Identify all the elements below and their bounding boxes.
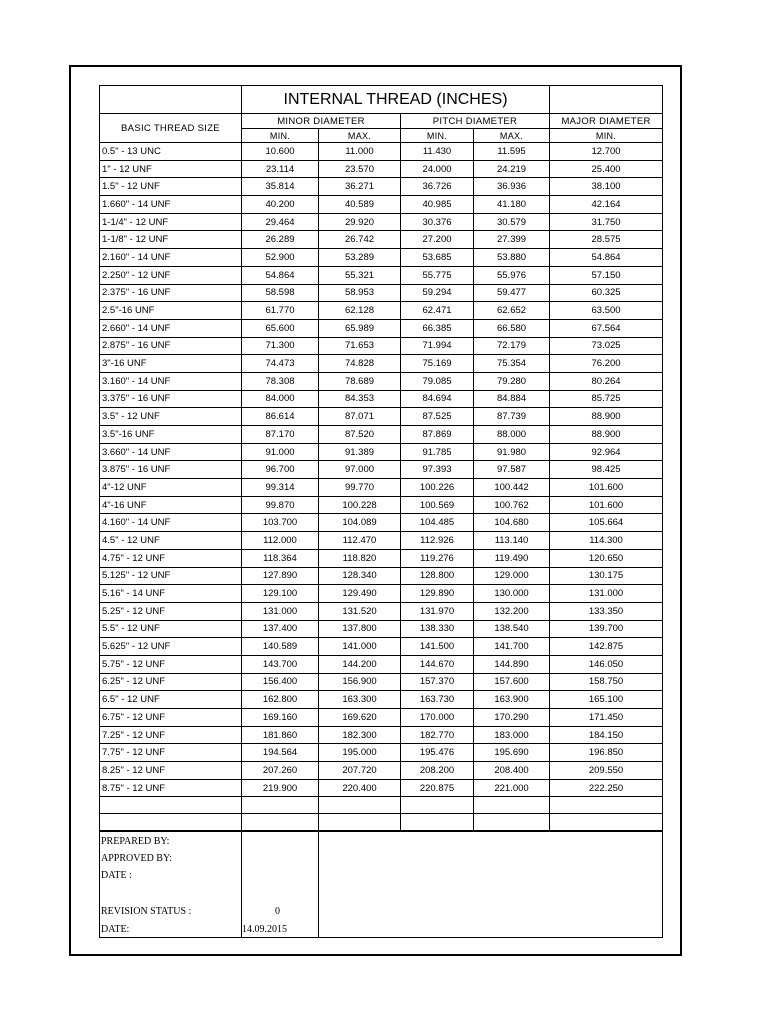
- value-cell: 184.150: [550, 726, 663, 744]
- value-cell: 40.200: [242, 196, 319, 214]
- value-cell: 36.936: [474, 178, 550, 196]
- approved-by-label: APPROVED BY:: [101, 853, 173, 864]
- thread-size-cell: 2.875" - 16 UNF: [100, 337, 242, 355]
- minor-diameter-header: MINOR DIAMETER: [242, 114, 401, 129]
- blank-cell: [401, 797, 474, 814]
- value-cell: 26.742: [319, 231, 401, 249]
- value-cell: 54.864: [242, 266, 319, 284]
- value-cell: 78.308: [242, 372, 319, 390]
- value-cell: 72.179: [474, 337, 550, 355]
- value-cell: 62.652: [474, 302, 550, 320]
- value-cell: 75.354: [474, 355, 550, 373]
- thread-size-cell: 0.5" - 13 UNC: [100, 143, 242, 161]
- value-cell: 87.525: [401, 408, 474, 426]
- thread-size-cell: 3.875" - 16 UNF: [100, 461, 242, 479]
- table-row: [100, 372, 663, 390]
- value-cell: 59.294: [401, 284, 474, 302]
- thread-size-cell: 6.75" - 12 UNF: [100, 709, 242, 727]
- value-cell: 88.900: [550, 426, 663, 444]
- value-cell: 129.890: [401, 585, 474, 603]
- value-cell: 221.000: [474, 779, 550, 797]
- thread-size-cell: 2.5"-16 UNF: [100, 302, 242, 320]
- value-cell: 144.200: [319, 655, 401, 673]
- value-cell: 157.370: [401, 673, 474, 691]
- minor-max-header: MAX.: [319, 129, 401, 143]
- thread-size-cell: 2.160" - 14 UNF: [100, 249, 242, 267]
- thread-size-cell: 1.5" - 12 UNF: [100, 178, 242, 196]
- value-cell: 146.050: [550, 655, 663, 673]
- value-cell: 208.400: [474, 762, 550, 780]
- table-row: [100, 443, 663, 461]
- value-cell: 129.490: [319, 585, 401, 603]
- value-cell: 99.870: [242, 496, 319, 514]
- value-cell: 66.580: [474, 319, 550, 337]
- blank-cell: [401, 814, 474, 831]
- blank-cell: [242, 814, 319, 831]
- value-cell: 53.289: [319, 249, 401, 267]
- blank-cell: [474, 814, 550, 831]
- value-cell: 78.689: [319, 372, 401, 390]
- value-cell: 171.450: [550, 709, 663, 727]
- date2-label: DATE:: [101, 924, 130, 935]
- value-cell: 156.400: [242, 673, 319, 691]
- value-cell: 207.720: [319, 762, 401, 780]
- value-cell: 158.750: [550, 673, 663, 691]
- value-cell: 24.219: [474, 160, 550, 178]
- table-row: [100, 337, 663, 355]
- value-cell: 58.598: [242, 284, 319, 302]
- value-cell: 35.814: [242, 178, 319, 196]
- thread-size-cell: 2.375" - 16 UNF: [100, 284, 242, 302]
- value-cell: 195.000: [319, 744, 401, 762]
- value-cell: 62.128: [319, 302, 401, 320]
- thread-size-cell: 4.5" - 12 UNF: [100, 532, 242, 550]
- thread-table: [99, 85, 663, 831]
- value-cell: 63.500: [550, 302, 663, 320]
- value-cell: 80.264: [550, 372, 663, 390]
- value-cell: 130.175: [550, 567, 663, 585]
- value-cell: 131.520: [319, 602, 401, 620]
- pitch-min-header: MIN.: [401, 129, 474, 143]
- table-row: [100, 426, 663, 444]
- value-cell: 85.725: [550, 390, 663, 408]
- value-cell: 144.670: [401, 655, 474, 673]
- value-cell: 170.000: [401, 709, 474, 727]
- value-cell: 104.485: [401, 514, 474, 532]
- value-cell: 84.353: [319, 390, 401, 408]
- blank-cell: [474, 797, 550, 814]
- value-cell: 101.600: [550, 496, 663, 514]
- table-row: [100, 673, 663, 691]
- value-cell: 25.400: [550, 160, 663, 178]
- table-row: [100, 143, 663, 161]
- date-label: DATE :: [101, 870, 132, 881]
- value-cell: 41.180: [474, 196, 550, 214]
- value-cell: 59.477: [474, 284, 550, 302]
- signoff-values-cell: [242, 832, 319, 938]
- value-cell: 183.000: [474, 726, 550, 744]
- value-cell: 84.694: [401, 390, 474, 408]
- value-cell: 131.970: [401, 602, 474, 620]
- value-cell: 144.890: [474, 655, 550, 673]
- value-cell: 96.700: [242, 461, 319, 479]
- table-row: [100, 709, 663, 727]
- table-row: [100, 319, 663, 337]
- value-cell: 54.864: [550, 249, 663, 267]
- value-cell: 162.800: [242, 691, 319, 709]
- value-cell: 11.595: [474, 143, 550, 161]
- thread-size-cell: 5.125" - 12 UNF: [100, 567, 242, 585]
- value-cell: 220.400: [319, 779, 401, 797]
- value-cell: 53.685: [401, 249, 474, 267]
- value-cell: 66.385: [401, 319, 474, 337]
- value-cell: 11.000: [319, 143, 401, 161]
- value-cell: 87.170: [242, 426, 319, 444]
- thread-size-cell: 7.75" - 12 UNF: [100, 744, 242, 762]
- table-row: [100, 249, 663, 267]
- table-row: [100, 655, 663, 673]
- value-cell: 100.228: [319, 496, 401, 514]
- table-row: [100, 231, 663, 249]
- value-cell: 195.476: [401, 744, 474, 762]
- table-row: [100, 408, 663, 426]
- table-row: [100, 602, 663, 620]
- value-cell: 55.321: [319, 266, 401, 284]
- value-cell: 207.260: [242, 762, 319, 780]
- value-cell: 87.739: [474, 408, 550, 426]
- table-row: [100, 196, 663, 214]
- value-cell: 75.169: [401, 355, 474, 373]
- table-row: [100, 726, 663, 744]
- value-cell: 76.200: [550, 355, 663, 373]
- table-title: INTERNAL THREAD (INCHES): [242, 86, 550, 114]
- value-cell: 57.150: [550, 266, 663, 284]
- value-cell: 23.570: [319, 160, 401, 178]
- value-cell: 114.300: [550, 532, 663, 550]
- thread-size-cell: 3.375" - 16 UNF: [100, 390, 242, 408]
- thread-size-cell: 3"-16 UNF: [100, 355, 242, 373]
- value-cell: 138.330: [401, 620, 474, 638]
- signoff-block: [99, 831, 663, 938]
- value-cell: 163.730: [401, 691, 474, 709]
- value-cell: 157.600: [474, 673, 550, 691]
- value-cell: 55.775: [401, 266, 474, 284]
- value-cell: 10.600: [242, 143, 319, 161]
- value-cell: 163.900: [474, 691, 550, 709]
- value-cell: 133.350: [550, 602, 663, 620]
- value-cell: 31.750: [550, 213, 663, 231]
- blank-cell: [100, 814, 242, 831]
- revision-status-label: REVISION STATUS :: [101, 906, 192, 917]
- value-cell: 84.000: [242, 390, 319, 408]
- value-cell: 209.550: [550, 762, 663, 780]
- table-row: [100, 178, 663, 196]
- thread-size-cell: 4.75" - 12 UNF: [100, 549, 242, 567]
- blank-cell: [319, 797, 401, 814]
- table-row: [100, 213, 663, 231]
- value-cell: 100.762: [474, 496, 550, 514]
- table-row: [100, 160, 663, 178]
- value-cell: 170.290: [474, 709, 550, 727]
- table-row: [100, 496, 663, 514]
- value-cell: 23.114: [242, 160, 319, 178]
- value-cell: 92.964: [550, 443, 663, 461]
- value-cell: 137.800: [319, 620, 401, 638]
- value-cell: 91.980: [474, 443, 550, 461]
- value-cell: 29.920: [319, 213, 401, 231]
- value-cell: 79.280: [474, 372, 550, 390]
- value-cell: 91.785: [401, 443, 474, 461]
- table-row: [100, 355, 663, 373]
- thread-size-cell: 1-1/8" - 12 UNF: [100, 231, 242, 249]
- value-cell: 113.140: [474, 532, 550, 550]
- value-cell: 73.025: [550, 337, 663, 355]
- value-cell: 40.589: [319, 196, 401, 214]
- value-cell: 182.770: [401, 726, 474, 744]
- value-cell: 112.470: [319, 532, 401, 550]
- value-cell: 139.700: [550, 620, 663, 638]
- value-cell: 40.985: [401, 196, 474, 214]
- value-cell: 53.880: [474, 249, 550, 267]
- value-cell: 91.389: [319, 443, 401, 461]
- thread-size-cell: 3.160" - 14 UNF: [100, 372, 242, 390]
- value-cell: 104.680: [474, 514, 550, 532]
- thread-size-cell: 1-1/4" - 12 UNF: [100, 213, 242, 231]
- thread-size-cell: 5.75" - 12 UNF: [100, 655, 242, 673]
- value-cell: 55.976: [474, 266, 550, 284]
- signoff-signature-cell: [319, 832, 663, 938]
- value-cell: 118.364: [242, 549, 319, 567]
- date2-value: 14.09.2015: [242, 924, 287, 935]
- thread-size-cell: 5.5" - 12 UNF: [100, 620, 242, 638]
- value-cell: 84.884: [474, 390, 550, 408]
- thread-size-cell: 3.5"-16 UNF: [100, 426, 242, 444]
- table-row: [100, 585, 663, 603]
- value-cell: 112.000: [242, 532, 319, 550]
- pitch-max-header: MAX.: [474, 129, 550, 143]
- table-row: [100, 284, 663, 302]
- table-row: [100, 762, 663, 780]
- value-cell: 100.442: [474, 479, 550, 497]
- value-cell: 163.300: [319, 691, 401, 709]
- value-cell: 165.100: [550, 691, 663, 709]
- value-cell: 119.490: [474, 549, 550, 567]
- pitch-diameter-header: PITCH DIAMETER: [401, 114, 550, 129]
- value-cell: 103.700: [242, 514, 319, 532]
- blank-cell: [550, 814, 663, 831]
- thread-size-cell: 1.660" - 14 UNF: [100, 196, 242, 214]
- value-cell: 74.473: [242, 355, 319, 373]
- value-cell: 65.600: [242, 319, 319, 337]
- value-cell: 105.664: [550, 514, 663, 532]
- value-cell: 129.000: [474, 567, 550, 585]
- value-cell: 143.700: [242, 655, 319, 673]
- thread-size-cell: 4.160" - 14 UNF: [100, 514, 242, 532]
- thread-size-cell: 5.625" - 12 UNF: [100, 638, 242, 656]
- value-cell: 128.800: [401, 567, 474, 585]
- value-cell: 182.300: [319, 726, 401, 744]
- table-row: [100, 532, 663, 550]
- value-cell: 99.314: [242, 479, 319, 497]
- value-cell: 97.000: [319, 461, 401, 479]
- prepared-by-label: PREPARED BY:: [101, 836, 170, 847]
- value-cell: 220.875: [401, 779, 474, 797]
- value-cell: 79.085: [401, 372, 474, 390]
- thread-size-cell: 2.250" - 12 UNF: [100, 266, 242, 284]
- value-cell: 27.399: [474, 231, 550, 249]
- value-cell: 128.340: [319, 567, 401, 585]
- signoff-labels-cell: [100, 832, 242, 938]
- thread-size-cell: 4"-16 UNF: [100, 496, 242, 514]
- value-cell: 219.900: [242, 779, 319, 797]
- value-cell: 42.164: [550, 196, 663, 214]
- value-cell: 130.000: [474, 585, 550, 603]
- value-cell: 169.160: [242, 709, 319, 727]
- value-cell: 30.579: [474, 213, 550, 231]
- value-cell: 132.200: [474, 602, 550, 620]
- thread-size-cell: 4"-12 UNF: [100, 479, 242, 497]
- thread-size-cell: 1" - 12 UNF: [100, 160, 242, 178]
- table-row: [100, 620, 663, 638]
- value-cell: 104.089: [319, 514, 401, 532]
- value-cell: 26.289: [242, 231, 319, 249]
- value-cell: 36.726: [401, 178, 474, 196]
- table-row: [100, 302, 663, 320]
- value-cell: 129.100: [242, 585, 319, 603]
- value-cell: 12.700: [550, 143, 663, 161]
- blank-row: [100, 797, 663, 814]
- thread-size-cell: 5.25" - 12 UNF: [100, 602, 242, 620]
- table-row: [100, 266, 663, 284]
- table-row: [100, 567, 663, 585]
- value-cell: 141.000: [319, 638, 401, 656]
- value-cell: 29.464: [242, 213, 319, 231]
- revision-status-value: 0: [275, 906, 280, 917]
- value-cell: 118.820: [319, 549, 401, 567]
- value-cell: 91.000: [242, 443, 319, 461]
- value-cell: 71.653: [319, 337, 401, 355]
- value-cell: 97.393: [401, 461, 474, 479]
- value-cell: 131.000: [550, 585, 663, 603]
- blank-cell: [242, 797, 319, 814]
- value-cell: 86.614: [242, 408, 319, 426]
- value-cell: 88.000: [474, 426, 550, 444]
- value-cell: 24.000: [401, 160, 474, 178]
- value-cell: 141.500: [401, 638, 474, 656]
- value-cell: 60.325: [550, 284, 663, 302]
- value-cell: 196.850: [550, 744, 663, 762]
- thread-size-cell: 7.25" - 12 UNF: [100, 726, 242, 744]
- major-min-header: MIN.: [550, 129, 663, 143]
- table-row: [100, 390, 663, 408]
- thread-size-cell: 3.660" - 14 UNF: [100, 443, 242, 461]
- value-cell: 65.989: [319, 319, 401, 337]
- value-cell: 127.890: [242, 567, 319, 585]
- value-cell: 119.276: [401, 549, 474, 567]
- value-cell: 67.564: [550, 319, 663, 337]
- value-cell: 120.650: [550, 549, 663, 567]
- major-diameter-header: MAJOR DIAMETER: [550, 114, 663, 129]
- table-row: [100, 691, 663, 709]
- value-cell: 99.770: [319, 479, 401, 497]
- value-cell: 100.569: [401, 496, 474, 514]
- value-cell: 142.875: [550, 638, 663, 656]
- value-cell: 141.700: [474, 638, 550, 656]
- value-cell: 208.200: [401, 762, 474, 780]
- thread-size-cell: 6.25" - 12 UNF: [100, 673, 242, 691]
- value-cell: 131.000: [242, 602, 319, 620]
- value-cell: 71.994: [401, 337, 474, 355]
- value-cell: 30.376: [401, 213, 474, 231]
- value-cell: 38.100: [550, 178, 663, 196]
- value-cell: 27.200: [401, 231, 474, 249]
- blank-row: [100, 814, 663, 831]
- table-row: [100, 779, 663, 797]
- thread-size-cell: 3.5" - 12 UNF: [100, 408, 242, 426]
- value-cell: 74.828: [319, 355, 401, 373]
- blank-cell: [550, 797, 663, 814]
- value-cell: 98.425: [550, 461, 663, 479]
- value-cell: 194.564: [242, 744, 319, 762]
- blank-cell: [100, 797, 242, 814]
- thread-size-cell: 6.5" - 12 UNF: [100, 691, 242, 709]
- value-cell: 100.226: [401, 479, 474, 497]
- value-cell: 169.620: [319, 709, 401, 727]
- value-cell: 112.926: [401, 532, 474, 550]
- table-row: [100, 744, 663, 762]
- value-cell: 87.869: [401, 426, 474, 444]
- value-cell: 140.589: [242, 638, 319, 656]
- value-cell: 97.587: [474, 461, 550, 479]
- table-row: [100, 549, 663, 567]
- thread-size-cell: 8.75" - 12 UNF: [100, 779, 242, 797]
- value-cell: 71.300: [242, 337, 319, 355]
- thread-size-cell: 5.16" - 14 UNF: [100, 585, 242, 603]
- value-cell: 36.271: [319, 178, 401, 196]
- value-cell: 195.690: [474, 744, 550, 762]
- table-row: [100, 461, 663, 479]
- value-cell: 52.900: [242, 249, 319, 267]
- value-cell: 88.900: [550, 408, 663, 426]
- value-cell: 137.400: [242, 620, 319, 638]
- value-cell: 61.770: [242, 302, 319, 320]
- minor-min-header: MIN.: [242, 129, 319, 143]
- blank-cell: [319, 814, 401, 831]
- value-cell: 181.860: [242, 726, 319, 744]
- value-cell: 58.953: [319, 284, 401, 302]
- value-cell: 87.071: [319, 408, 401, 426]
- value-cell: 11.430: [401, 143, 474, 161]
- value-cell: 87.520: [319, 426, 401, 444]
- value-cell: 156.900: [319, 673, 401, 691]
- table-row: [100, 638, 663, 656]
- thread-size-cell: 2.660" - 14 UNF: [100, 319, 242, 337]
- value-cell: 222.250: [550, 779, 663, 797]
- value-cell: 101.600: [550, 479, 663, 497]
- value-cell: 62.471: [401, 302, 474, 320]
- basic-thread-size-header: BASIC THREAD SIZE: [100, 114, 242, 143]
- value-cell: 28.575: [550, 231, 663, 249]
- value-cell: 138.540: [474, 620, 550, 638]
- thread-size-cell: 8.25" - 12 UNF: [100, 762, 242, 780]
- table-row: [100, 479, 663, 497]
- table-row: [100, 514, 663, 532]
